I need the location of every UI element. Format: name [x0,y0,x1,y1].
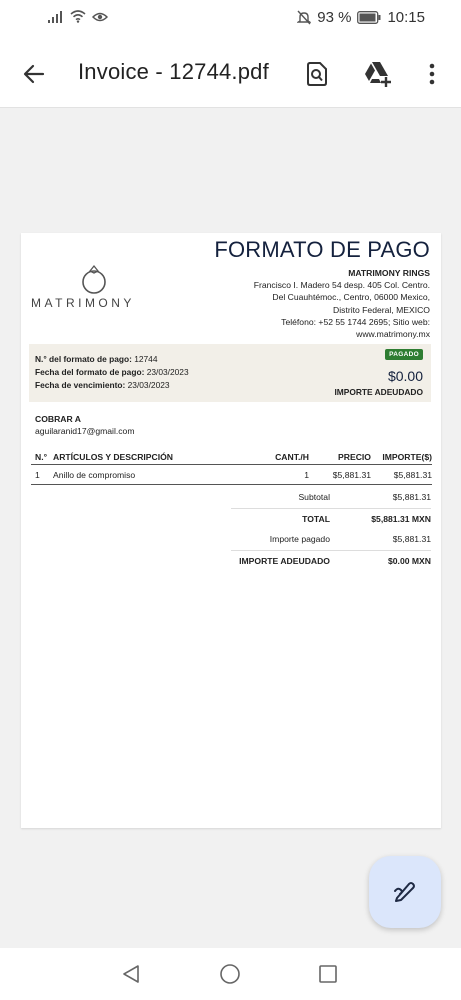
header-description: ARTÍCULOS Y DESCRIPCIÓN [53,452,174,462]
items-table-header [31,451,432,465]
amount-due-label: IMPORTE ADEUDADO [334,387,423,397]
company-address-line: www.matrimony.mx [356,329,430,340]
company-address-line: Del Cuauhtémoc., Centro, 06000 Mexico, [272,292,430,303]
ring-logo-icon [81,263,107,295]
nav-recents-icon [317,963,339,985]
bill-to-label: COBRAR A [35,414,81,424]
company-info [254,267,430,340]
subtotal-label: Subtotal [298,492,330,502]
due-value: $0.00 MXN [388,556,431,566]
row-amount: $5,881.31 [393,470,432,480]
invoice-date: 23/03/2023 [146,367,189,377]
invoice-date-label: Fecha del formato de pago: [35,367,145,377]
save-to-drive-button[interactable] [360,56,396,92]
more-options-button[interactable] [414,56,450,92]
document-title: Invoice - 12744.pdf [78,59,269,84]
invoice-number: 12744 [134,354,158,364]
company-address-line: Francisco I. Madero 54 desp. 405 Col. Centro. [253,280,430,291]
company-logo-text: MATRIMONY [31,296,135,310]
battery-percent: 93 % [317,9,352,26]
drive-add-icon [363,61,393,87]
due-row [231,550,431,571]
status-badge: PAGADO [385,349,423,360]
invoice-meta [35,353,189,392]
amount-due: $0.00 [387,368,423,384]
search-in-document-button[interactable] [299,56,335,92]
status-left [48,10,108,23]
total-row [231,508,431,529]
invoice-meta-band [29,344,431,402]
row-description: Anillo de compromiso [53,470,136,480]
signal-icon [48,11,64,23]
system-nav-bar [0,948,461,1000]
bill-to-email: aguilaranid17@gmail.com [35,426,135,436]
paid-row [231,529,431,550]
company-address-line: Teléfono: +52 55 1744 2695; Sitio web: [281,316,430,327]
app-bar [0,36,461,108]
invoice-number-label: N.° del formato de pago: [35,354,132,364]
company-name: MATRIMONY RINGS [348,268,430,278]
total-label: TOTAL [302,514,330,524]
nav-home-button[interactable] [217,961,243,987]
items-table [31,451,432,485]
clock: 10:15 [387,9,425,26]
annotate-button[interactable] [369,856,441,928]
paid-label: Importe pagado [269,534,330,544]
subtotal-row [231,487,431,508]
due-label: IMPORTE ADEUDADO [239,556,330,566]
more-vertical-icon [428,62,436,86]
wifi-icon [70,10,86,23]
row-quantity: 1 [304,470,309,480]
header-num: N.° [35,452,48,462]
status-right [297,9,425,26]
nav-home-icon [219,963,241,985]
eye-comfort-icon [92,11,108,23]
subtotal-value: $5,881.31 [392,492,431,502]
row-price: $5,881.31 [332,470,371,480]
row-num: 1 [35,470,40,480]
invoice-due-label: Fecha de vencimiento: [35,380,126,390]
mute-icon [297,10,311,25]
nav-back-button[interactable] [118,961,144,987]
invoice-title: FORMATO DE PAGO [214,237,430,262]
annotate-pen-icon [392,879,418,905]
search-document-icon [305,61,329,87]
nav-recents-button[interactable] [315,961,341,987]
back-button[interactable] [18,58,50,90]
battery-icon [357,11,381,24]
pdf-page[interactable] [21,233,441,828]
header-amount: IMPORTE($) [382,452,432,462]
paid-value: $5,881.31 [392,534,431,544]
header-quantity: CANT./H [275,452,309,462]
totals-block [231,487,431,571]
company-address-line: Distrito Federal, MEXICO [333,304,430,315]
total-value: $5,881.31 MXN [371,514,431,524]
table-row [31,465,432,485]
invoice-due-date: 23/03/2023 [127,380,170,390]
nav-back-icon [120,963,142,985]
header-price: PRECIO [338,452,371,462]
status-bar [0,0,461,36]
back-arrow-icon [22,62,46,86]
